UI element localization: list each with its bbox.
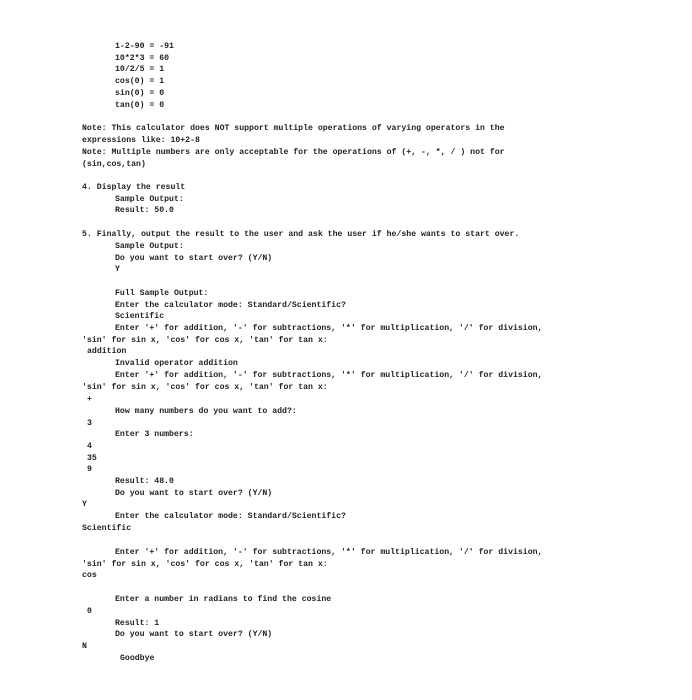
note-line: expressions like: 10+2-8 xyxy=(82,136,200,145)
note-line: Note: Multiple numbers are only acceptable for the operations of (+, -, *, / ) not for xyxy=(82,148,505,157)
example-line: tan(0) = 0 xyxy=(115,101,165,110)
example-line: cos(0) = 1 xyxy=(115,77,165,86)
start-over-prompt: Do you want to start over? (Y/N) xyxy=(115,630,273,639)
example-line: 1-2-90 = -91 xyxy=(115,42,174,51)
radians-prompt: Enter a number in radians to find the cosine xyxy=(115,595,332,604)
example-line: sin(0) = 0 xyxy=(115,89,165,98)
user-input: 3 xyxy=(87,419,92,428)
operator-prompt-line: Enter '+' for addition, '-' for subtractions, '*' for multiplication, '/' for division, xyxy=(115,548,543,557)
note-line: Note: This calculator does NOT support multiple operations of varying operators in the xyxy=(82,124,505,133)
example-line: 10/2/5 = 1 xyxy=(115,65,165,74)
start-over-prompt: Do you want to start over? (Y/N) xyxy=(115,489,273,498)
numbers-prompt: Enter 3 numbers: xyxy=(115,430,194,439)
example-line: 10*2*3 = 60 xyxy=(115,54,170,63)
result-line: Result: 1 xyxy=(115,619,160,628)
user-input: 35 xyxy=(87,454,97,463)
sample-output-label: Sample Output: xyxy=(115,242,184,251)
user-input: 4 xyxy=(87,442,92,451)
mode-prompt: Enter the calculator mode: Standard/Scientific? xyxy=(115,301,346,310)
user-input: + xyxy=(87,395,92,404)
invalid-operator-message: Invalid operator addition xyxy=(115,359,238,368)
result-line: Result: 50.0 xyxy=(115,206,174,215)
note-line: (sin,cos,tan) xyxy=(82,160,146,169)
mode-answer: Scientific xyxy=(115,312,165,321)
operator-prompt-line: Enter '+' for addition, '-' for subtractions, '*' for multiplication, '/' for division, xyxy=(115,324,543,333)
user-answer: Y xyxy=(115,265,120,274)
user-answer: N xyxy=(82,642,87,651)
sample-output-label: Sample Output: xyxy=(115,195,184,204)
full-sample-label: Full Sample Output: xyxy=(115,289,209,298)
user-input: 0 xyxy=(87,607,92,616)
user-input: addition xyxy=(87,347,127,356)
start-over-prompt: Do you want to start over? (Y/N) xyxy=(115,254,273,263)
operator-prompt-line: 'sin' for sin x, 'cos' for cos x, 'tan' for tan x: xyxy=(82,383,328,392)
user-input: cos xyxy=(82,571,97,580)
mode-answer: Scientific xyxy=(82,524,132,533)
operator-prompt-line: 'sin' for sin x, 'cos' for cos x, 'tan' for tan x: xyxy=(82,336,328,345)
operator-prompt-line: Enter '+' for addition, '-' for subtractions, '*' for multiplication, '/' for division, xyxy=(115,371,543,380)
step-5-heading: 5. Finally, output the result to the user and ask the user if he/she wants to start over. xyxy=(82,230,520,239)
goodbye-message: Goodbye xyxy=(120,654,155,663)
operator-prompt-line: 'sin' for sin x, 'cos' for cos x, 'tan' for tan x: xyxy=(82,560,328,569)
result-line: Result: 48.0 xyxy=(115,477,174,486)
count-prompt: How many numbers do you want to add?: xyxy=(115,407,297,416)
mode-prompt: Enter the calculator mode: Standard/Scientific? xyxy=(115,512,346,521)
user-answer: Y xyxy=(82,500,87,509)
step-4-heading: 4. Display the result xyxy=(82,183,186,192)
user-input: 9 xyxy=(87,465,92,474)
